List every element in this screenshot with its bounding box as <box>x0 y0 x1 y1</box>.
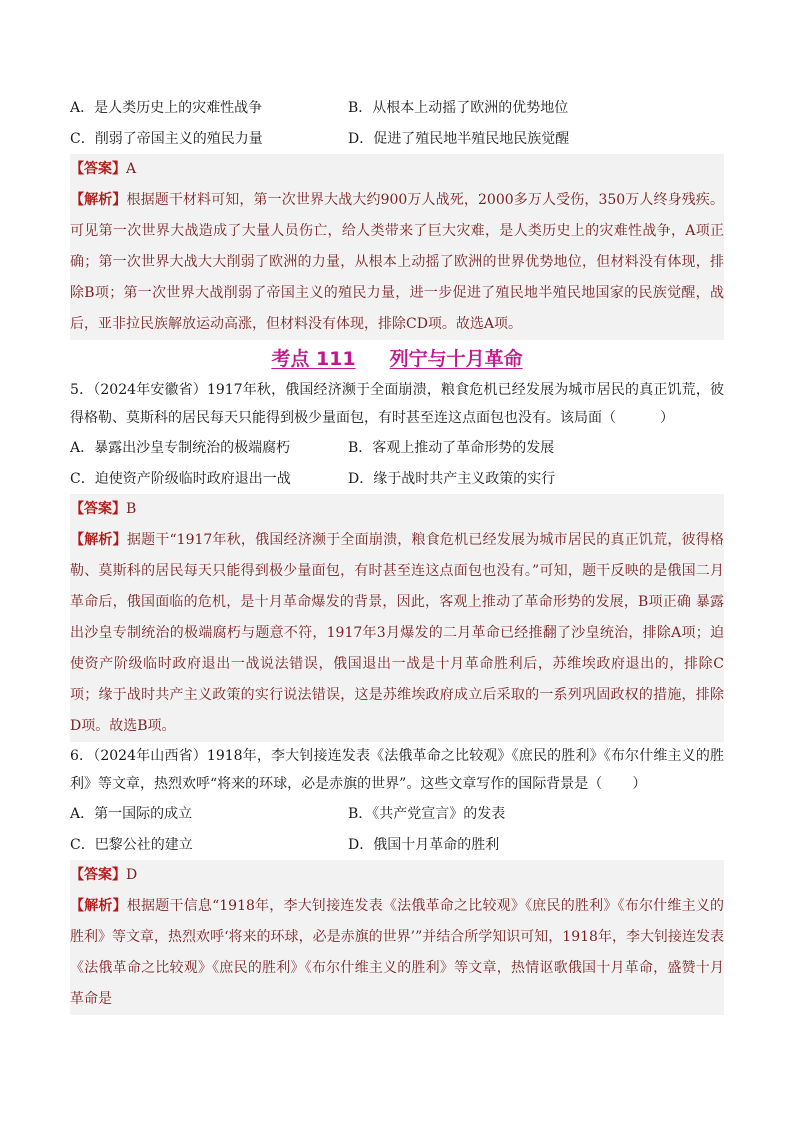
q6-option-a: A．第一国际的成立 <box>70 805 193 822</box>
q5-answer-tag: 【答案】 <box>70 501 126 517</box>
q5-analysis-tag: 【解析】 <box>70 532 127 548</box>
q5-stem-text: 5．（2024年安徽省）1917年秋，俄国经济濒于全面崩溃，粮食危机已经发展为城市居民的真正饥荒，彼得格勒、莫斯科的居民每天只能得到极少量面包，有时甚至连这点面包也没有。该局面（ <box>70 382 724 426</box>
page-content <box>70 92 724 1015</box>
q6-answer <box>70 860 724 891</box>
q6-option-d: D．俄国十月革命的胜利 <box>348 836 500 853</box>
q6-option-b: B．《共产党宣言》的发表 <box>348 805 506 822</box>
q4-option-d: D．促进了殖民地半殖民地民族觉醒 <box>348 130 570 147</box>
q4-answer <box>70 154 724 185</box>
section-title: 列宁与十月革命 <box>389 348 523 370</box>
q4-option-b: B．从根本上动摇了欧洲的优势地位 <box>348 99 569 116</box>
q6-options-row-2 <box>70 829 724 860</box>
q5-analysis-text: 据题干“1917年秋，俄国经济濒于全面崩溃，粮食危机已经发展为城市居民的真正饥荒，彼得格勒、莫斯科的居民每天只能得到极少量面包，有时甚至连这点面包也没有。”可知，题干反映的是俄国二月革命后，俄国面临的危机，是十月革命爆发的背景，因此，客观上推动了革命形势的发展，B项正确 暴露出沙皇专制统治的极端腐朽与题意不符，1917年3月爆发的二月革命已经推翻了沙皇统治，排除A项；迫使资产阶级临时政府退出一战说法错误，俄国退出一战是十月革命胜利后，苏维埃政府退出的，排除C项；缘于战时共产主义政策的实行说法错误，这是苏维埃政府成立后采取的一系列巩固政权的措施，排除D项。故选B项。 <box>70 532 724 734</box>
q5-option-a: A．暴露出沙皇专制统治的极端腐朽 <box>70 439 291 456</box>
q6-analysis <box>70 891 724 1015</box>
q6-answer-value: D <box>126 867 138 883</box>
q6-answer-tag: 【答案】 <box>70 867 126 883</box>
q5-option-c: C．迫使资产阶级临时政府退出一战 <box>70 470 291 487</box>
q5-stem-close: ） <box>660 410 674 426</box>
q4-analysis <box>70 185 724 340</box>
q6-options-row-1 <box>70 798 724 829</box>
q5-analysis <box>70 525 724 742</box>
q5-answer-value: B <box>126 501 137 517</box>
q6-stem <box>70 742 724 798</box>
q6-stem-text: 6．（2024年山西省）1918年，李大钊接连发表《法俄革命之比较观》《庶民的胜利》《布尔什维主义的胜利》等文章，热烈欢呼“将来的环球，必是赤旗的世界”。这些文章写作的国际背景是（ <box>70 748 724 792</box>
q6-analysis-text: 根据题干信息“1918年，李大钊接连发表《法俄革命之比较观》《庶民的胜利》《布尔什维主义的胜利》等文章，热烈欢呼‘将来的环球，必是赤旗的世界’”并结合所学知识可知，1918年，李大钊接连发表《法俄革命之比较观》《庶民的胜利》《布尔什维主义的胜利》等文章，热情讴歌俄国十月革命，盛赞十月革命是 <box>70 898 724 1007</box>
q6-stem-close: ） <box>632 776 647 792</box>
q6-analysis-tag: 【解析】 <box>70 898 127 914</box>
q5-stem <box>70 376 724 432</box>
q4-analysis-text: 根据题干材料可知，第一次世界大战大约900万人战死，2000多万人受伤，350万人终身残疾。可见第一次世界大战造成了大量人员伤亡，给人类带来了巨大灾难，是人类历史上的灾难性战争，A项正确；第一次世界大战大大削弱了欧洲的力量，从根本上动摇了欧洲的世界优势地位，但材料没有体现，排除B项；第一次世界大战削弱了帝国主义的殖民力量，进一步促进了殖民地半殖民地国家的民族觉醒，战后，亚非拉民族解放运动高涨，但材料没有体现，排除CD项。故选A项。 <box>70 192 724 332</box>
q6-option-c: C．巴黎公社的建立 <box>70 836 193 853</box>
q5-answer <box>70 494 724 525</box>
q5-options-row-1 <box>70 432 724 463</box>
section-heading <box>70 342 724 376</box>
q4-options-row-2 <box>70 123 724 154</box>
q5-options-row-2 <box>70 463 724 494</box>
q5-option-b: B．客观上推动了革命形势的发展 <box>348 439 555 456</box>
section-label: 考点 111 <box>271 348 356 370</box>
q4-option-a: A．是人类历史上的灾难性战争 <box>70 99 263 116</box>
q5-option-d: D．缘于战时共产主义政策的实行 <box>348 470 556 487</box>
q4-answer-value: A <box>126 161 137 177</box>
q4-option-c: C．削弱了帝国主义的殖民力量 <box>70 130 263 147</box>
q4-analysis-tag: 【解析】 <box>70 192 127 208</box>
q4-answer-tag: 【答案】 <box>70 161 126 177</box>
q4-options-row-1 <box>70 92 724 123</box>
